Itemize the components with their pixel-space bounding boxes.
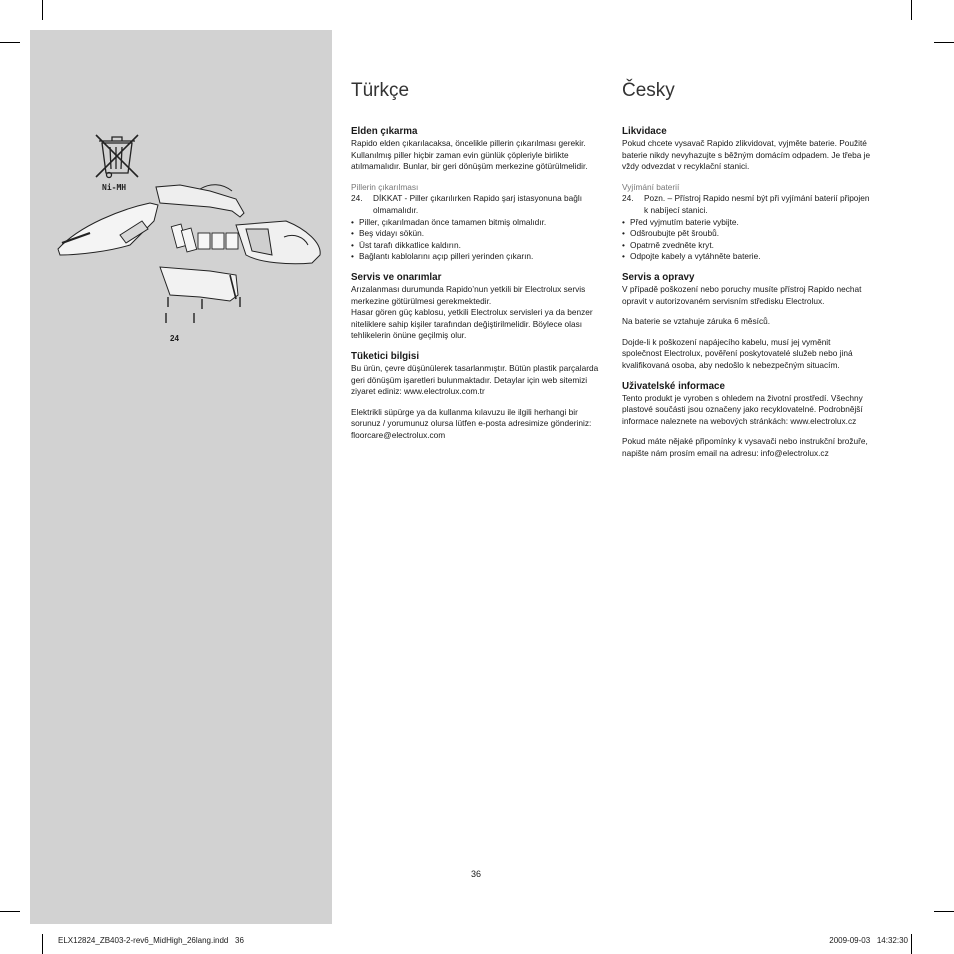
czech-column — [622, 80, 872, 468]
cz-service-text-2: Na baterie se vztahuje záruka 6 měsíců. — [622, 316, 771, 327]
list-item: • Bağlantı kablolarını açıp pilleri yerinden çıkarın. — [351, 251, 601, 263]
vacuum-body — [58, 203, 158, 255]
top-cover — [156, 185, 244, 217]
tr-bullet-list — [351, 217, 601, 263]
battery-removal-illustration — [50, 125, 330, 355]
tr-steps — [351, 193, 601, 216]
cz-step — [622, 193, 872, 216]
cz-step-number: 24. — [622, 193, 634, 204]
battery-pack — [171, 224, 238, 252]
lower-housing — [160, 267, 238, 301]
cz-battery-removal-subheading: Vyjímání baterií — [622, 181, 680, 192]
battery-type-label: Ni-MH — [102, 183, 127, 192]
page-number: 36 — [471, 869, 482, 879]
tr-consumer-text-1: Bu ürün, çevre düşünülerek tasarlanmıştır. Bütün plastik parçalarda geri dönüşüm işaretleri bulunmaktadır. Detaylar için web sitemizi ziyaret ediniz: www.electrolux.com.tr — [351, 362, 599, 397]
list-item: • Odpojte kabely a vytáhněte baterie. — [622, 251, 872, 263]
crop-mark — [934, 42, 954, 43]
list-item: • Üst tarafı dikkatlice kaldırın. — [351, 240, 601, 252]
tr-service-text-1: Arızalanması durumunda Rapido’nun yetkili bir Electrolux servis merkezine götürülmesi gerekmektedir. — [351, 283, 586, 306]
turkish-column — [351, 80, 601, 450]
tr-consumer-heading: Tüketici bilgisi — [351, 350, 420, 362]
list-item: • Před vyjmutím baterie vybijte. — [622, 217, 872, 229]
cz-bullet-list — [622, 217, 872, 263]
tr-battery-removal-subheading: Pillerin çıkarılması — [351, 181, 419, 192]
footer-filename: ELX12824_ZB403-2-rev6_MidHigh_26lang.indd 36 — [58, 936, 244, 945]
turkish-title: Türkçe — [351, 80, 410, 101]
cz-consumer-text-1: Tento produkt je vyroben s ohledem na životní prostředí. Všechny plastové součásti jsou označeny jako recyklovatelné. Podrobnější informace naleznete na webových stránkách: www.electrolux.cz — [622, 392, 863, 426]
tr-disposal-text: Rapido elden çıkarılacaksa, öncelikle pillerin çıkarılması gerekir. Kullanılmış piller hiçbir zaman evin günlük çöpleriyle birlikte atılmamalıdır. Bunlar, bir geri dönüşüm merkezine götürülmelidir. — [351, 138, 588, 172]
crop-mark — [934, 911, 954, 912]
cz-service-text-1: V případě poškození nebo poruchy musíte přístroj Rapido nechat opravit v autorizovaném servisním středisku Electrolux. — [622, 283, 862, 306]
tr-step — [351, 193, 601, 216]
list-item: • Odšroubujte pět šroubů. — [622, 228, 872, 240]
footer-timestamp: 2009-09-03 14:32:30 — [829, 936, 908, 945]
figure-number: 24 — [170, 334, 179, 343]
crop-mark — [911, 934, 912, 954]
crop-mark — [0, 42, 20, 43]
crop-mark — [911, 0, 912, 20]
cz-disposal-heading: Likvidace — [622, 126, 667, 137]
wheelie-bin-icon — [96, 135, 138, 178]
cz-consumer-heading: Uživatelské informace — [622, 380, 725, 392]
cz-service-heading: Servis a opravy — [622, 271, 695, 283]
tr-disposal-heading: Elden çıkarma — [351, 126, 418, 137]
list-item: • Opatrně zvedněte kryt. — [622, 240, 872, 252]
cz-step-text: Pozn. – Přístroj Rapido nesmí být při vyjímání baterií připojen k nabíjecí stanici. — [644, 193, 870, 215]
list-item: • Beş vidayı sökün. — [351, 228, 601, 240]
cz-steps — [622, 193, 872, 216]
cz-service-text-3: Dojde-li k poškození napájecího kabelu, musí jej vyměnit společnost Electrolux, pověření poskytovatelé služeb nebo jiná kvalifikovaná osoba, aby nedošlo k nebezpečným situacím. — [622, 336, 853, 370]
czech-title: Česky — [622, 80, 675, 101]
cz-consumer-text-2: Pokud máte nějaké připomínky k vysavači nebo instrukční brožuře, napište nám prosím email na adresu: info@electrolux.cz — [622, 436, 868, 458]
crop-mark — [42, 0, 43, 20]
cz-disposal-text: Pokud chcete vysavač Rapido zlikvidovat, vyjměte baterie. Použité baterie nikdy nevyhazujte s běžným domácím odpadem. Je třeba je vždy odvezdat v recyklační stanici. — [622, 138, 871, 172]
tr-service-text-2: Hasar gören güç kablosu, yetkili Electrolux servisleri ya da benzer niteliklere sahip kişiler tarafından değiştirilmelidir. Böylece olası tehlikelerin önüne geçilmiş olur. — [351, 307, 593, 341]
crop-mark — [42, 934, 43, 954]
nozzle-head — [236, 221, 320, 264]
tr-step-text: DİKKAT - Piller çıkarılırken Rapido şarj istasyonuna bağlı olmamalıdır. — [373, 193, 583, 215]
tr-step-number: 24. — [351, 193, 363, 204]
list-item: • Piller, çıkarılmadan önce tamamen bitmiş olmalıdır. — [351, 217, 601, 229]
crop-mark — [0, 911, 20, 912]
tr-consumer-text-2: Elektrikli süpürge ya da kullanma kılavuzu ile ilgili herhangi bir sorunuz / yorumunuz olursa lütfen e-posta adresimize gönderiniz: floorcare@electrolux.com — [351, 406, 592, 440]
tr-service-heading: Servis ve onarımlar — [351, 271, 442, 283]
